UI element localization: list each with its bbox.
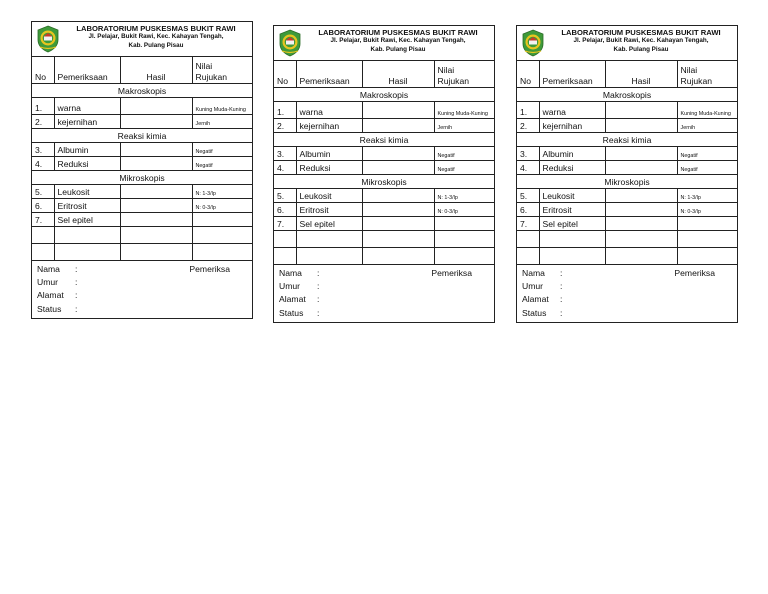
row-exam: warna xyxy=(54,98,120,115)
table-row xyxy=(32,115,252,129)
exam-table xyxy=(517,61,737,265)
section-reaksi-kimia: Reaksi kimia xyxy=(274,133,494,147)
section-reaksi-kimia: Reaksi kimia xyxy=(32,129,252,143)
row-result-cell[interactable] xyxy=(362,102,434,119)
table-header-row xyxy=(274,61,494,88)
empty-cell[interactable] xyxy=(362,231,434,248)
empty-cell[interactable] xyxy=(517,231,539,248)
row-no: 2. xyxy=(274,119,296,133)
nama-label: Nama xyxy=(37,264,60,274)
exam-table xyxy=(32,57,252,261)
row-no: 4. xyxy=(32,157,54,171)
row-exam: warna xyxy=(296,102,362,119)
table-row xyxy=(32,199,252,213)
row-exam: Leukosit xyxy=(54,185,120,199)
table-row xyxy=(274,189,494,203)
row-no: 7. xyxy=(274,217,296,231)
col-ref-header xyxy=(434,61,494,88)
row-ref: Jernih xyxy=(677,119,737,133)
col-result-header: Hasil xyxy=(605,61,677,88)
table-row xyxy=(517,147,737,161)
table-row xyxy=(274,147,494,161)
row-ref: N: 1-3/lp xyxy=(434,189,494,203)
row-result-cell[interactable] xyxy=(362,161,434,175)
row-ref: N: 1-3/lp xyxy=(192,185,252,199)
row-result-cell[interactable] xyxy=(605,189,677,203)
table-row-empty xyxy=(274,231,494,248)
empty-cell[interactable] xyxy=(434,231,494,248)
row-result-cell[interactable] xyxy=(605,119,677,133)
section-makroskopis: Makroskopis xyxy=(32,84,252,98)
col-ref-header-top: Nilai xyxy=(437,65,455,75)
row-no: 6. xyxy=(274,203,296,217)
status-label: Status xyxy=(37,303,62,314)
row-result-cell[interactable] xyxy=(362,217,434,231)
table-row-empty xyxy=(32,227,252,244)
col-exam-header: Pemeriksaan xyxy=(54,57,120,84)
card-header xyxy=(32,22,252,57)
row-no: 6. xyxy=(517,203,539,217)
row-ref: Negatif xyxy=(677,147,737,161)
section-mikroskopis: Mikroskopis xyxy=(32,171,252,185)
row-ref: Kuning Muda-Kuning xyxy=(434,102,494,119)
row-ref: Kuning Muda-Kuning xyxy=(677,102,737,119)
status-label: Status xyxy=(522,307,547,318)
lab-form-card-3 xyxy=(516,25,738,323)
row-exam: Sel epitel xyxy=(539,217,605,231)
table-row xyxy=(32,143,252,157)
lab-form-card-2 xyxy=(273,25,495,323)
colon: : xyxy=(560,281,563,292)
table-row xyxy=(517,217,737,231)
row-ref: Kuning Muda-Kuning xyxy=(192,98,252,115)
row-exam: Albumin xyxy=(539,147,605,161)
col-ref-header xyxy=(192,57,252,84)
row-ref: Negatif xyxy=(192,143,252,157)
row-result-cell[interactable] xyxy=(362,203,434,217)
section-reaksi-kimia: Reaksi kimia xyxy=(517,133,737,147)
pemeriksa-label: Pemeriksa xyxy=(431,268,472,278)
row-result-cell[interactable] xyxy=(120,157,192,171)
lab-title: LABORATORIUM PUSKESMAS BUKIT RAWI xyxy=(318,28,478,37)
row-no: 4. xyxy=(517,161,539,175)
exam-table xyxy=(274,61,494,265)
colon: : xyxy=(317,281,320,292)
row-exam: Leukosit xyxy=(539,189,605,203)
table-row-empty xyxy=(517,248,737,265)
row-exam: Eritrosit xyxy=(54,199,120,213)
empty-cell[interactable] xyxy=(677,248,737,265)
empty-cell[interactable] xyxy=(296,248,362,265)
row-exam: Albumin xyxy=(54,143,120,157)
field-alamat xyxy=(37,289,247,302)
row-ref: Negatif xyxy=(434,147,494,161)
row-ref: Negatif xyxy=(434,161,494,175)
row-result-cell[interactable] xyxy=(120,199,192,213)
empty-cell[interactable] xyxy=(192,227,252,244)
section-makroskopis: Makroskopis xyxy=(517,88,737,102)
empty-cell[interactable] xyxy=(677,231,737,248)
row-result-cell[interactable] xyxy=(120,185,192,199)
row-ref: Jernih xyxy=(434,119,494,133)
patient-info xyxy=(274,265,494,322)
table-row xyxy=(274,203,494,217)
row-exam: Eritrosit xyxy=(296,203,362,217)
table-row xyxy=(32,213,252,227)
col-no-header: No xyxy=(32,57,54,84)
empty-cell[interactable] xyxy=(274,248,296,265)
row-exam: Sel epitel xyxy=(296,217,362,231)
row-no: 3. xyxy=(274,147,296,161)
row-no: 5. xyxy=(32,185,54,199)
nama-label: Nama xyxy=(522,268,545,278)
patient-info xyxy=(32,261,252,318)
table-row xyxy=(517,119,737,133)
row-no: 7. xyxy=(517,217,539,231)
col-ref-header xyxy=(677,61,737,88)
col-ref-header-bottom: Rujukan xyxy=(195,72,228,82)
colon: : xyxy=(75,264,78,274)
field-umur xyxy=(522,280,732,293)
field-status xyxy=(37,303,247,316)
row-result-cell[interactable] xyxy=(120,98,192,115)
table-row xyxy=(274,119,494,133)
puskesmas-logo-icon xyxy=(36,25,60,53)
umur-label: Umur xyxy=(279,281,301,292)
row-no: 6. xyxy=(32,199,54,213)
row-result-cell[interactable] xyxy=(605,161,677,175)
patient-info xyxy=(517,265,737,322)
alamat-label: Alamat xyxy=(522,294,549,305)
colon: : xyxy=(317,268,320,278)
empty-cell[interactable] xyxy=(54,227,120,244)
row-result-cell[interactable] xyxy=(120,143,192,157)
row-ref xyxy=(192,213,252,227)
umur-label: Umur xyxy=(37,277,59,288)
empty-cell[interactable] xyxy=(539,248,605,265)
empty-cell[interactable] xyxy=(54,244,120,261)
row-no: 1. xyxy=(32,98,54,115)
row-result-cell[interactable] xyxy=(605,203,677,217)
lab-address-line-1: Jl. Pelajar, Bukit Rawi, Kec. Kahayan Tengah, xyxy=(573,37,709,44)
row-exam: Reduksi xyxy=(539,161,605,175)
row-exam: kejernihan xyxy=(539,119,605,133)
table-row xyxy=(517,189,737,203)
table-row xyxy=(32,185,252,199)
col-ref-header-top: Nilai xyxy=(680,65,698,75)
row-result-cell[interactable] xyxy=(120,213,192,227)
row-exam: Albumin xyxy=(296,147,362,161)
nama-label: Nama xyxy=(279,268,302,278)
row-exam: Eritrosit xyxy=(539,203,605,217)
col-exam-header: Pemeriksaan xyxy=(296,61,362,88)
empty-cell[interactable] xyxy=(192,244,252,261)
lab-address-line-2: Kab. Pulang Pisau xyxy=(128,41,184,49)
table-row-empty xyxy=(517,231,737,248)
pemeriksa-label: Pemeriksa xyxy=(674,268,715,278)
lab-title: LABORATORIUM PUSKESMAS BUKIT RAWI xyxy=(76,24,236,33)
row-exam: Leukosit xyxy=(296,189,362,203)
table-row-empty xyxy=(274,248,494,265)
field-umur xyxy=(37,276,247,289)
row-exam: Reduksi xyxy=(54,157,120,171)
row-no: 5. xyxy=(517,189,539,203)
col-ref-header-top: Nilai xyxy=(195,61,213,71)
field-alamat xyxy=(279,293,489,306)
row-no: 1. xyxy=(274,102,296,119)
section-makroskopis: Makroskopis xyxy=(274,88,494,102)
colon: : xyxy=(317,294,320,305)
empty-cell[interactable] xyxy=(434,248,494,265)
row-result-cell[interactable] xyxy=(605,102,677,119)
empty-cell[interactable] xyxy=(296,231,362,248)
lab-form-card-1 xyxy=(31,21,253,319)
row-result-cell[interactable] xyxy=(362,119,434,133)
row-no: 4. xyxy=(274,161,296,175)
row-exam: Reduksi xyxy=(296,161,362,175)
col-no-header: No xyxy=(274,61,296,88)
table-row xyxy=(517,203,737,217)
row-ref xyxy=(677,217,737,231)
row-ref: Jernih xyxy=(192,115,252,129)
row-ref: Negatif xyxy=(677,161,737,175)
table-header-row xyxy=(32,57,252,84)
empty-cell[interactable] xyxy=(539,231,605,248)
row-no: 3. xyxy=(32,143,54,157)
row-result-cell[interactable] xyxy=(362,147,434,161)
empty-cell[interactable] xyxy=(274,231,296,248)
field-umur xyxy=(279,280,489,293)
empty-cell[interactable] xyxy=(32,227,54,244)
row-ref: Negatif xyxy=(192,157,252,171)
row-ref: N: 0-3/lp xyxy=(677,203,737,217)
card-header xyxy=(274,26,494,61)
table-row xyxy=(274,102,494,119)
table-row xyxy=(517,102,737,119)
lab-address-line-1: Jl. Pelajar, Bukit Rawi, Kec. Kahayan Tengah, xyxy=(88,33,224,40)
lab-address-line-1: Jl. Pelajar, Bukit Rawi, Kec. Kahayan Tengah, xyxy=(330,37,466,44)
section-mikroskopis: Mikroskopis xyxy=(274,175,494,189)
table-header-row xyxy=(517,61,737,88)
table-row xyxy=(517,161,737,175)
row-exam: kejernihan xyxy=(296,119,362,133)
row-result-cell[interactable] xyxy=(605,217,677,231)
row-no: 3. xyxy=(517,147,539,161)
puskesmas-logo-icon xyxy=(521,29,545,57)
table-row xyxy=(274,217,494,231)
empty-cell[interactable] xyxy=(362,248,434,265)
status-label: Status xyxy=(279,307,304,318)
alamat-label: Alamat xyxy=(279,294,306,305)
row-no: 2. xyxy=(517,119,539,133)
lab-title: LABORATORIUM PUSKESMAS BUKIT RAWI xyxy=(561,28,721,37)
field-status xyxy=(522,307,732,320)
col-result-header: Hasil xyxy=(362,61,434,88)
table-row-empty xyxy=(32,244,252,261)
colon: : xyxy=(75,290,78,301)
colon: : xyxy=(75,303,78,314)
alamat-label: Alamat xyxy=(37,290,64,301)
col-exam-header: Pemeriksaan xyxy=(539,61,605,88)
col-ref-header-bottom: Rujukan xyxy=(680,76,713,86)
row-no: 5. xyxy=(274,189,296,203)
puskesmas-logo-icon xyxy=(278,29,302,57)
col-ref-header-bottom: Rujukan xyxy=(437,76,470,86)
section-mikroskopis: Mikroskopis xyxy=(517,175,737,189)
table-row xyxy=(32,98,252,115)
col-no-header: No xyxy=(517,61,539,88)
row-result-cell[interactable] xyxy=(362,189,434,203)
empty-cell[interactable] xyxy=(605,248,677,265)
row-ref xyxy=(434,217,494,231)
empty-cell[interactable] xyxy=(32,244,54,261)
umur-label: Umur xyxy=(522,281,544,292)
row-result-cell[interactable] xyxy=(605,147,677,161)
row-ref: N: 0-3/lp xyxy=(434,203,494,217)
card-header xyxy=(517,26,737,61)
colon: : xyxy=(317,307,320,318)
row-no: 2. xyxy=(32,115,54,129)
row-exam: kejernihan xyxy=(54,115,120,129)
lab-address-line-2: Kab. Pulang Pisau xyxy=(613,45,669,53)
field-alamat xyxy=(522,293,732,306)
empty-cell[interactable] xyxy=(120,244,192,261)
table-row xyxy=(32,157,252,171)
row-no: 7. xyxy=(32,213,54,227)
colon: : xyxy=(560,268,563,278)
row-result-cell[interactable] xyxy=(120,115,192,129)
pemeriksa-label: Pemeriksa xyxy=(189,264,230,274)
colon: : xyxy=(560,307,563,318)
empty-cell[interactable] xyxy=(120,227,192,244)
lab-address-line-2: Kab. Pulang Pisau xyxy=(370,45,426,53)
empty-cell[interactable] xyxy=(605,231,677,248)
colon: : xyxy=(560,294,563,305)
row-ref: N: 0-3/lp xyxy=(192,199,252,213)
table-row xyxy=(274,161,494,175)
row-no: 1. xyxy=(517,102,539,119)
row-exam: Sel epitel xyxy=(54,213,120,227)
empty-cell[interactable] xyxy=(517,248,539,265)
row-exam: warna xyxy=(539,102,605,119)
col-result-header: Hasil xyxy=(120,57,192,84)
field-status xyxy=(279,307,489,320)
row-ref: N: 1-3/lp xyxy=(677,189,737,203)
colon: : xyxy=(75,277,78,288)
